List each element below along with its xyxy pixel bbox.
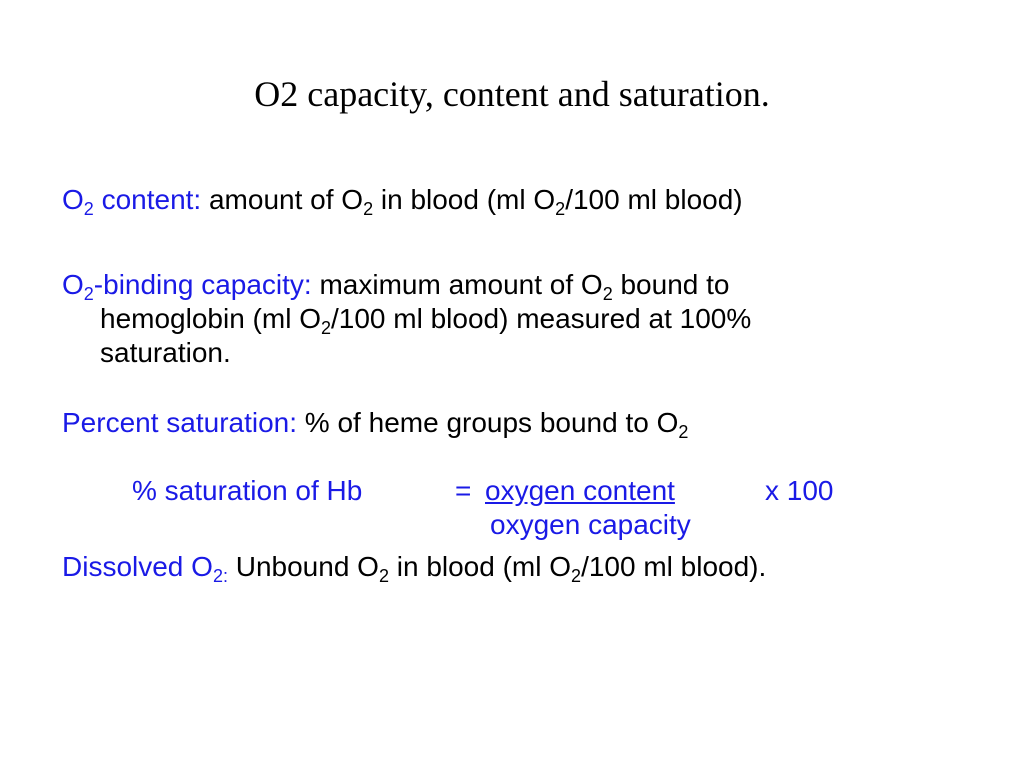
slide-title: O2 capacity, content and saturation.: [254, 74, 770, 114]
dissolved-o2-definition: Dissolved $O_{2:}$ Unbound $O_2$ in blood (ml $O_2/100$ ml blood).: [62, 551, 767, 586]
binding-capacity-term: $O_2$-binding capacity:: [62, 269, 312, 304]
dissolved-o2-term: Dissolved $O_{2:}$: [62, 551, 228, 586]
o2-content-term: $O_2$ content:: [62, 184, 202, 219]
formula-multiplier: x 100: [765, 475, 834, 506]
binding-capacity-definition: $O_2$-binding capacity: maximum amount of $O_2$ bound to hemoglobin (ml $O_2/100$ ml blood) measured at 100% saturation.: [62, 269, 752, 368]
formula-denominator: oxygen capacity: [490, 509, 691, 540]
percent-saturation-term: Percent saturation:: [62, 407, 298, 438]
formula-label: % saturation of Hb: [132, 475, 363, 506]
formula-numerator: oxygen content: [485, 475, 675, 506]
o2-content-definition: $O_2$ content: amount of $O_2$ in blood (ml $O_2/100$ ml blood): [62, 184, 743, 219]
percent-saturation-definition: Percent saturation: % of heme groups bound to $O_2$: [62, 407, 689, 442]
formula-equals: =: [455, 475, 472, 506]
